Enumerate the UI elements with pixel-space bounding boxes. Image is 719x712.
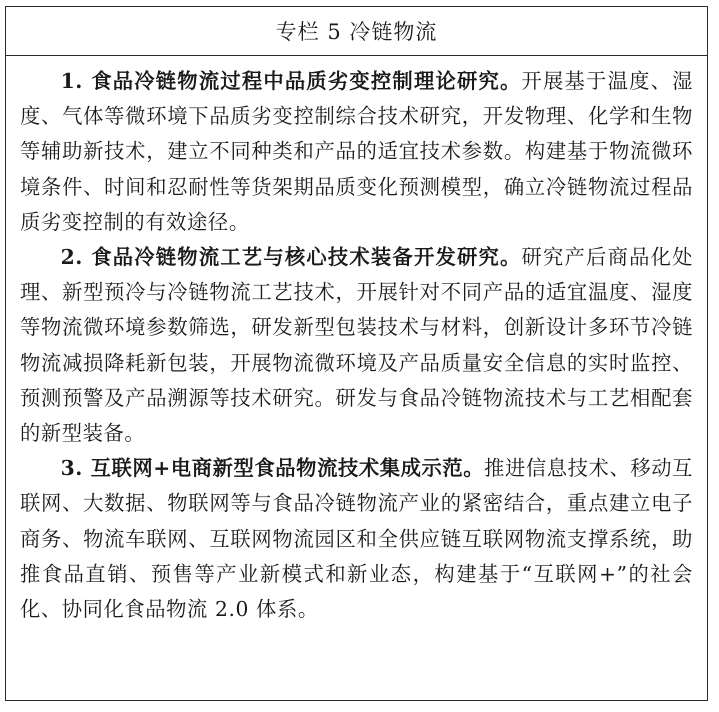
section-1-body: 开展基于温度、湿度、气体等微环境下品质劣变控制综合技术研究，开发物理、化学和生物等辅助新技术，建立不同种类和产品的适宜技术参数。构建基于物流微环境条件、时间和忍耐性等货架期品质变化预测模型，确立冷链物流过程品质劣变控制的有效途径。: [20, 69, 693, 234]
section-1: [20, 64, 693, 240]
column-content: [6, 56, 707, 627]
section-3: [20, 451, 693, 627]
column-box: [5, 6, 708, 701]
section-2: [20, 240, 693, 451]
section-2-heading: 2. 食品冷链物流工艺与核心技术装备开发研究。: [60, 245, 522, 270]
section-2-body: 研究产后商品化处理、新型预冷与冷链物流工艺技术，开展针对不同产品的适宜温度、湿度等物流微环境参数筛选，研发新型包装技术与材料，创新设计多环节冷链物流减损降耗新包装，开展物流微环境及产品质量安全信息的实时监控、预测预警及产品溯源等技术研究。研发与食品冷链物流技术与工艺相配套的新型装备。: [20, 245, 693, 446]
section-3-heading: 3. 互联网+电商新型食品物流技术集成示范。: [60, 456, 485, 481]
section-1-heading: 1. 食品冷链物流过程中品质劣变控制理论研究。: [60, 69, 522, 93]
column-title: 专栏 5 冷链物流: [6, 7, 707, 56]
section-3-body: 推进信息技术、移动互联网、大数据、物联网等与食品冷链物流产业的紧密结合，重点建立电子商务、物流车联网、互联网物流园区和全供应链互联网物流支撑系统，助推食品直销、预售等产业新模式和新业态，构建基于“互联网+”的社会化、协同化食品物流 2.0 体系。: [20, 456, 693, 622]
